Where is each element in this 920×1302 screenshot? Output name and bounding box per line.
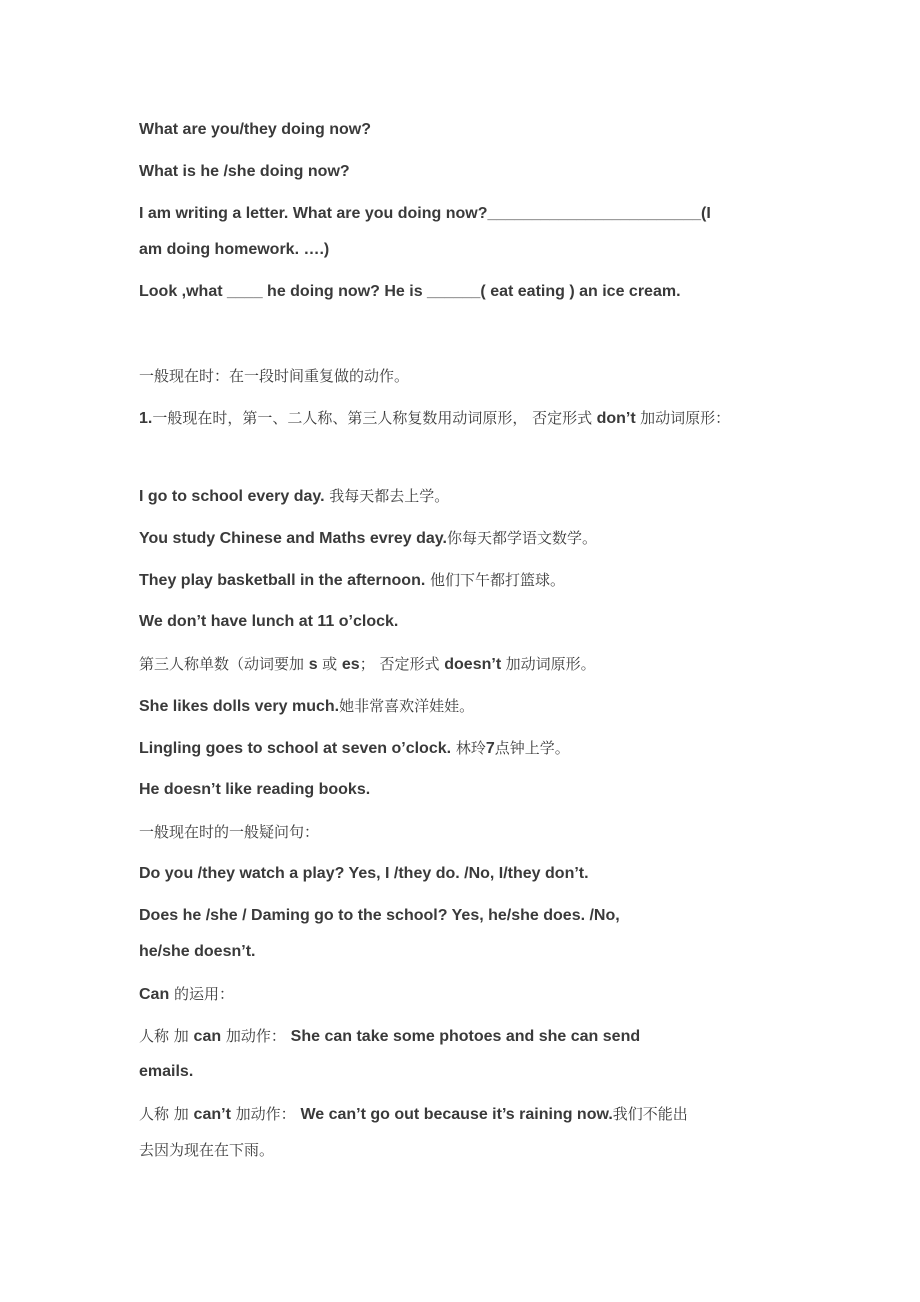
example-english: They play basketball in the afternoon.	[139, 572, 426, 589]
rule-text: 加动词原形：	[640, 409, 731, 427]
example-english: She can take some photoes and she can send	[290, 1028, 641, 1045]
rule-text: 加动作：	[230, 1105, 301, 1123]
example-sentence	[139, 528, 597, 549]
grammar-rule-2	[139, 654, 596, 675]
example-english: She likes dolls very much.	[139, 698, 340, 715]
rule-text: 或	[322, 655, 342, 673]
rule-text: 人称 加	[139, 1105, 194, 1123]
heading-text: 的运用：	[169, 985, 235, 1003]
question-line: I am writing a letter. What are you doing now?________________________(I	[139, 205, 711, 222]
grammar-intro: 一般现在时：在一段时间重复做的动作。	[139, 367, 410, 385]
can-rule-2	[139, 1104, 688, 1125]
example-english-continued: emails.	[139, 1063, 194, 1080]
rule-text: 一般现在时，第一、二人称、第三人称复数用动词原形， 否定形式	[152, 409, 593, 427]
rule-text: 加动词原形。	[505, 655, 596, 673]
example-sentence	[139, 570, 565, 591]
section-heading: 一般现在时的一般疑问句：	[139, 823, 320, 841]
qa-line-continued: he/she doesn’t.	[139, 943, 256, 960]
example-english: I go to school every day.	[139, 488, 325, 505]
qa-line: Do you /they watch a play? Yes, I /they do. /No, I/they don’t.	[139, 865, 589, 882]
rule-keyword: es	[341, 656, 360, 673]
example-chinese: 林玲	[451, 739, 486, 757]
example-english: We don’t have lunch at 11 o’clock.	[139, 613, 399, 630]
rule-keyword: can	[193, 1028, 222, 1045]
question-line: What is he /she doing now?	[139, 163, 350, 180]
heading-keyword: Can	[139, 986, 170, 1003]
example-sentence	[139, 738, 570, 759]
rule-text: 第三人称单数（动词要加	[139, 655, 309, 673]
example-number: 7	[485, 740, 495, 757]
example-chinese: 我们不能出	[612, 1105, 688, 1123]
rule-text: ； 否定形式	[359, 655, 445, 673]
example-chinese: 你每天都学语文数学。	[446, 529, 597, 547]
question-line: Look ,what ____ he doing now? He is ______( eat eating ) an ice cream.	[139, 283, 681, 300]
rule-text: 人称 加	[139, 1027, 194, 1045]
example-chinese: 点钟上学。	[494, 739, 570, 757]
example-chinese: 她非常喜欢洋娃娃。	[339, 697, 475, 715]
example-english: You study Chinese and Maths evrey day.	[139, 530, 447, 547]
question-line-continued: am doing homework. ….)	[139, 241, 330, 258]
example-sentence	[139, 696, 474, 717]
rule-number: 1.	[139, 410, 153, 427]
example-english: He doesn’t like reading books.	[139, 781, 371, 798]
qa-line: Does he /she / Daming go to the school? Yes, he/she does. /No,	[139, 907, 620, 924]
question-line: What are you/they doing now?	[139, 121, 371, 138]
grammar-rule-1	[139, 408, 730, 429]
example-chinese: 他们下午都打篮球。	[425, 571, 566, 589]
example-chinese-continued: 去因为现在在下雨。	[139, 1141, 275, 1159]
example-sentence	[139, 486, 449, 507]
rule-keyword: doesn’t	[444, 656, 506, 673]
example-english: We can’t go out because it’s raining now.	[300, 1106, 613, 1123]
rule-keyword: s	[308, 656, 323, 673]
rule-keyword: can’t	[193, 1106, 231, 1123]
can-rule-1	[139, 1026, 640, 1047]
rule-keyword: don’t	[592, 410, 641, 427]
section-heading	[139, 984, 234, 1005]
example-chinese: 我每天都去上学。	[324, 487, 450, 505]
rule-text: 加动作：	[221, 1027, 291, 1045]
example-english: Lingling goes to school at seven o’clock.	[139, 740, 452, 757]
